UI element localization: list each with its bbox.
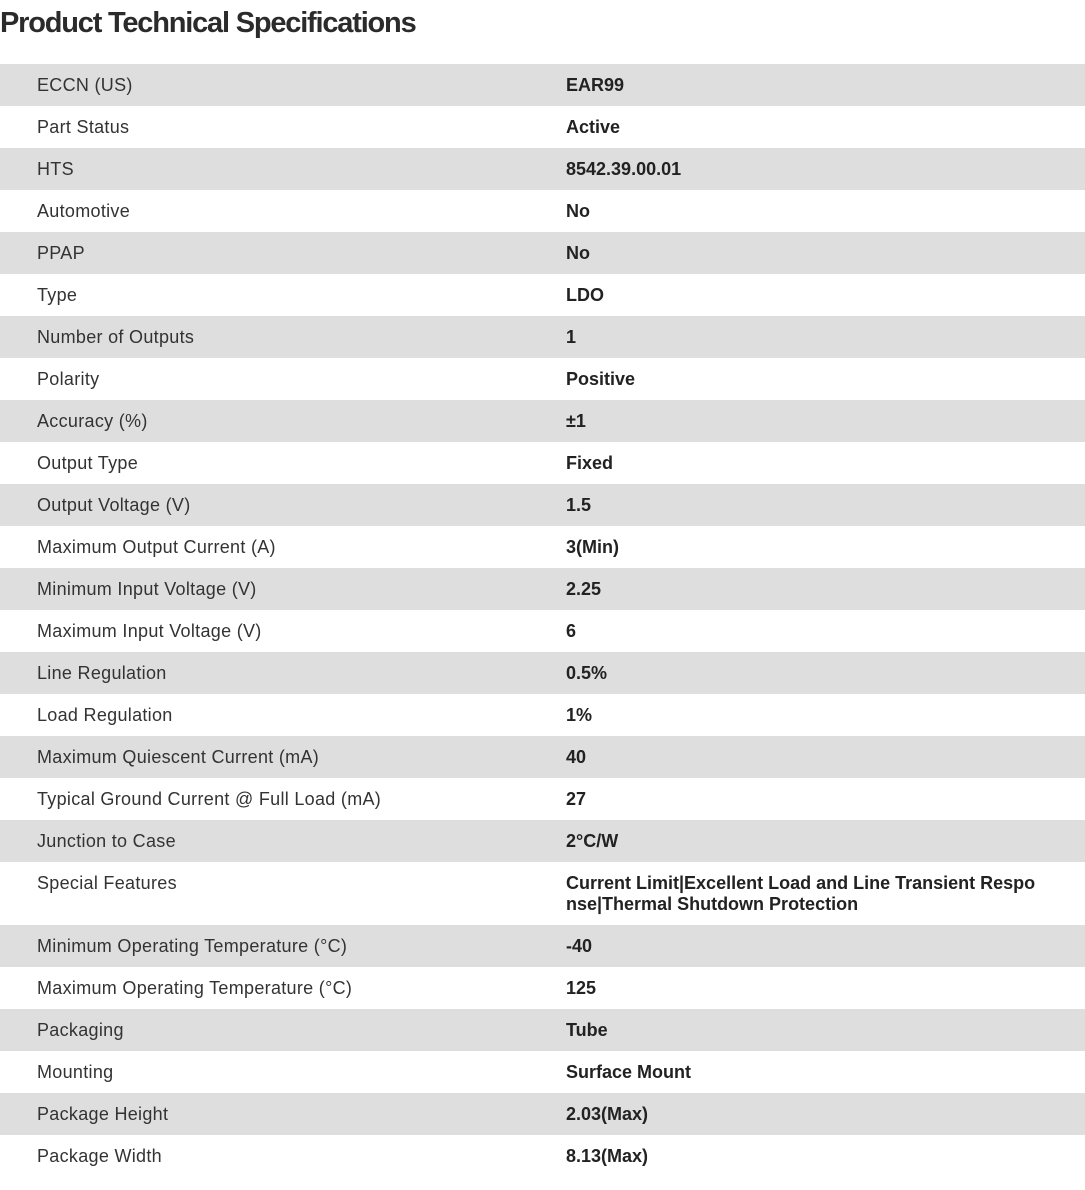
spec-label: Typical Ground Current @ Full Load (mA)	[0, 778, 566, 820]
spec-table-body	[0, 64, 1085, 1177]
spec-row	[0, 1135, 1085, 1177]
spec-label: ECCN (US)	[0, 64, 566, 106]
spec-value: No	[566, 232, 1085, 274]
spec-value: 1.5	[566, 484, 1085, 526]
spec-value: 8.13(Max)	[566, 1135, 1085, 1177]
spec-row	[0, 694, 1085, 736]
spec-label: Minimum Input Voltage (V)	[0, 568, 566, 610]
spec-value: No	[566, 190, 1085, 232]
spec-row	[0, 484, 1085, 526]
spec-label: Maximum Quiescent Current (mA)	[0, 736, 566, 778]
spec-label: Polarity	[0, 358, 566, 400]
spec-row	[0, 400, 1085, 442]
spec-label: Number of Outputs	[0, 316, 566, 358]
spec-label: Automotive	[0, 190, 566, 232]
spec-row	[0, 1093, 1085, 1135]
spec-value: 27	[566, 778, 1085, 820]
spec-label: Maximum Output Current (A)	[0, 526, 566, 568]
spec-row	[0, 442, 1085, 484]
spec-value: EAR99	[566, 64, 1085, 106]
spec-label: Line Regulation	[0, 652, 566, 694]
spec-row	[0, 610, 1085, 652]
spec-value: 125	[566, 967, 1085, 1009]
spec-table	[0, 64, 1085, 1177]
spec-label: Output Voltage (V)	[0, 484, 566, 526]
spec-row	[0, 64, 1085, 106]
spec-label: Maximum Input Voltage (V)	[0, 610, 566, 652]
spec-value: 1	[566, 316, 1085, 358]
spec-row	[0, 232, 1085, 274]
spec-value: 2.03(Max)	[566, 1093, 1085, 1135]
spec-value: ±1	[566, 400, 1085, 442]
spec-value: 8542.39.00.01	[566, 148, 1085, 190]
spec-label: Maximum Operating Temperature (°C)	[0, 967, 566, 1009]
spec-value: -40	[566, 925, 1085, 967]
spec-label: Junction to Case	[0, 820, 566, 862]
spec-row	[0, 274, 1085, 316]
spec-label: HTS	[0, 148, 566, 190]
spec-row	[0, 862, 1085, 925]
page-title: Product Technical Specifications	[0, 7, 416, 39]
spec-value: Tube	[566, 1009, 1085, 1051]
spec-label: Packaging	[0, 1009, 566, 1051]
spec-value: 1%	[566, 694, 1085, 736]
spec-label: Package Width	[0, 1135, 566, 1177]
spec-label: Load Regulation	[0, 694, 566, 736]
spec-label: Type	[0, 274, 566, 316]
spec-row	[0, 820, 1085, 862]
spec-label: Package Height	[0, 1093, 566, 1135]
spec-value: 40	[566, 736, 1085, 778]
spec-label: Minimum Operating Temperature (°C)	[0, 925, 566, 967]
spec-row	[0, 148, 1085, 190]
spec-value: Surface Mount	[566, 1051, 1085, 1093]
spec-row	[0, 526, 1085, 568]
spec-row	[0, 736, 1085, 778]
spec-value: Current Limit|Excellent Load and Line Transient Response|Thermal Shutdown Protection	[566, 862, 1085, 925]
spec-row	[0, 652, 1085, 694]
spec-row	[0, 568, 1085, 610]
spec-label: PPAP	[0, 232, 566, 274]
spec-value: Positive	[566, 358, 1085, 400]
spec-row	[0, 967, 1085, 1009]
spec-value: Active	[566, 106, 1085, 148]
spec-value: 3(Min)	[566, 526, 1085, 568]
spec-value: 2.25	[566, 568, 1085, 610]
spec-value: 0.5%	[566, 652, 1085, 694]
spec-row	[0, 778, 1085, 820]
spec-label: Output Type	[0, 442, 566, 484]
spec-value: 2°C/W	[566, 820, 1085, 862]
spec-row	[0, 316, 1085, 358]
spec-label: Accuracy (%)	[0, 400, 566, 442]
spec-row	[0, 190, 1085, 232]
spec-value: 6	[566, 610, 1085, 652]
spec-row	[0, 106, 1085, 148]
spec-row	[0, 925, 1085, 967]
spec-value: LDO	[566, 274, 1085, 316]
spec-label: Special Features	[0, 862, 566, 925]
spec-row	[0, 1009, 1085, 1051]
spec-label: Part Status	[0, 106, 566, 148]
spec-value: Fixed	[566, 442, 1085, 484]
spec-label: Mounting	[0, 1051, 566, 1093]
spec-row	[0, 358, 1085, 400]
spec-row	[0, 1051, 1085, 1093]
